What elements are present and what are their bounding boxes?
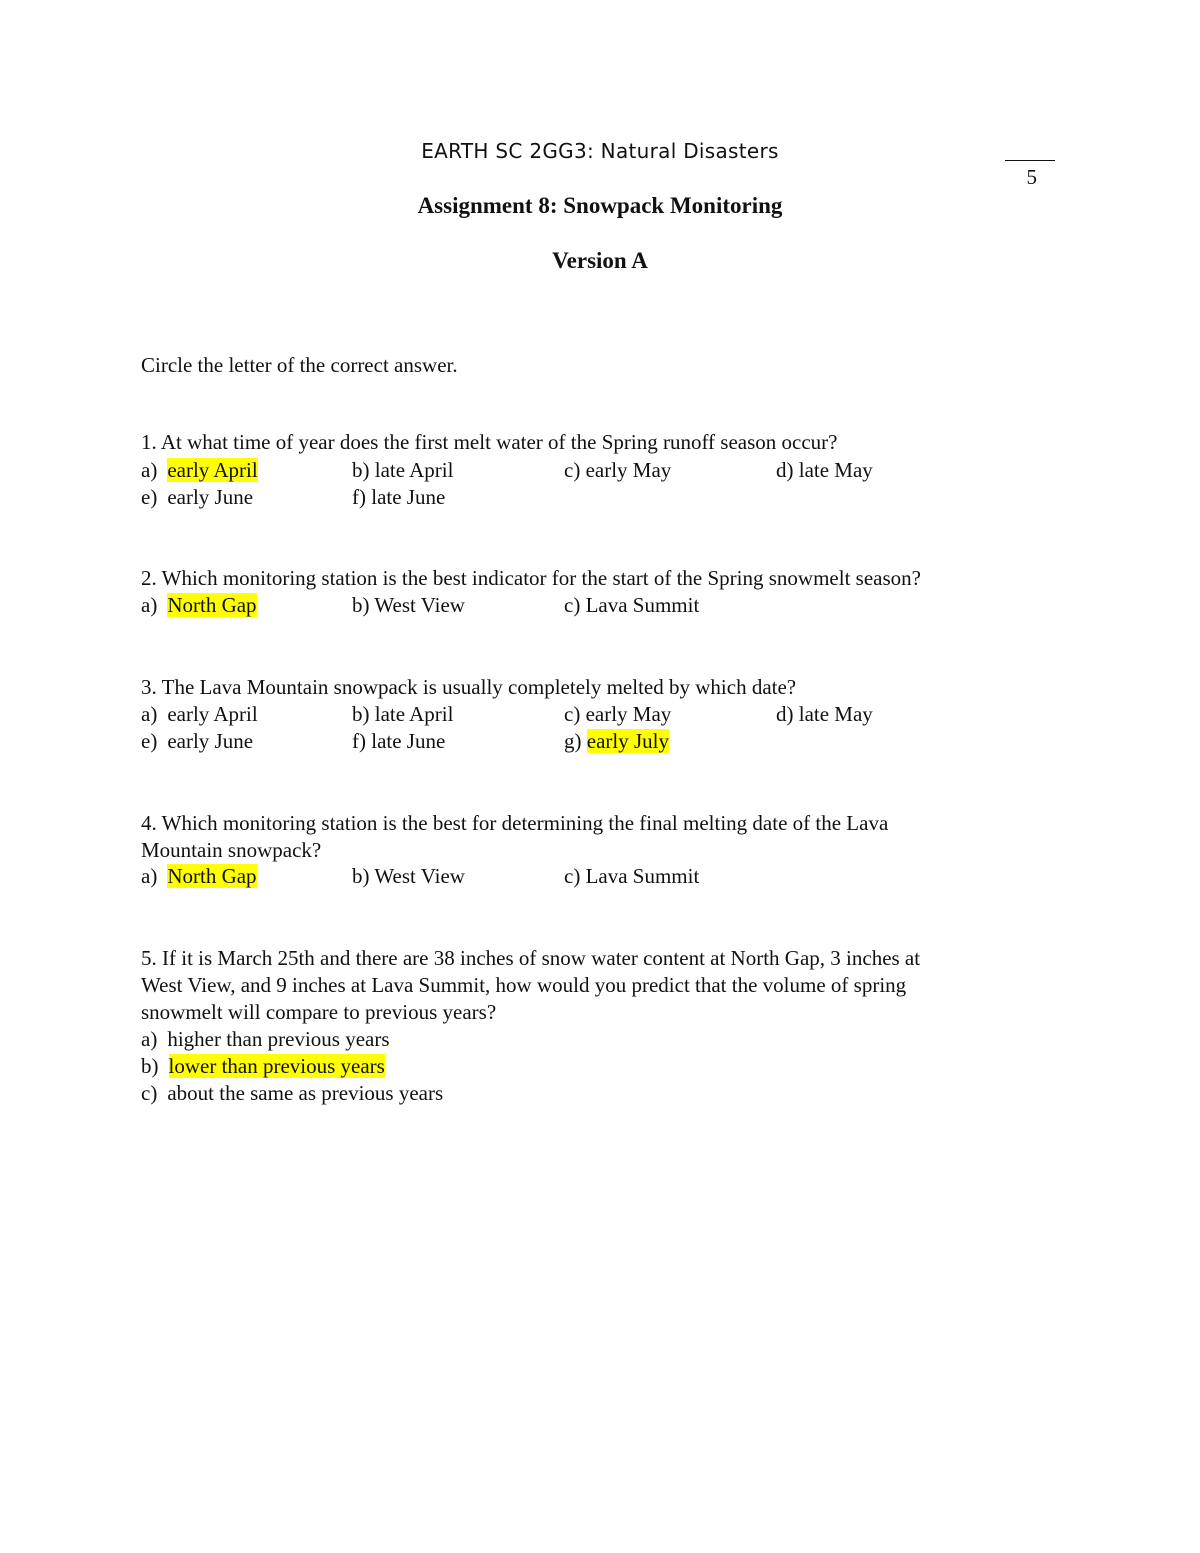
q3-option-b[interactable]: b) late April	[352, 702, 454, 726]
q1-option-a[interactable]	[141, 457, 258, 484]
q1-letter-a: a)	[141, 458, 158, 482]
q3-letter-e: e)	[141, 729, 158, 753]
q2-option-b[interactable]: b) West View	[352, 593, 465, 617]
q3-option-e[interactable]	[141, 728, 253, 755]
q1-option-f[interactable]: f) late June	[352, 485, 446, 509]
score-box: 5	[1005, 160, 1055, 190]
q3-option-g[interactable]	[564, 728, 669, 755]
q2-option-a[interactable]	[141, 592, 257, 619]
q1-answer-a: early April	[167, 458, 258, 482]
q3-option-f[interactable]: f) late June	[352, 729, 446, 753]
q4-answer-a: North Gap	[167, 864, 257, 888]
q5-letter-c: c)	[141, 1081, 158, 1105]
question-4-text-line2: Mountain snowpack?	[141, 838, 322, 862]
q5-letter-a: a)	[141, 1027, 158, 1051]
question-5-text-line1: 5. If it is March 25th and there are 38 inches of snow water content at North Gap, 3 inches at	[141, 946, 921, 970]
q5-option-c[interactable]	[141, 1080, 443, 1107]
q2-answer-a: North Gap	[167, 593, 257, 617]
q3-letter-g: g)	[564, 729, 582, 753]
q4-option-c[interactable]: c) Lava Summit	[564, 864, 700, 888]
q1-option-d[interactable]: d) late May	[776, 458, 873, 482]
q3-text-a: early April	[167, 702, 258, 726]
q3-option-a[interactable]	[141, 701, 258, 728]
q3-option-d[interactable]: d) late May	[776, 702, 873, 726]
q2-letter-a: a)	[141, 593, 158, 617]
q1-letter-e: e)	[141, 485, 158, 509]
question-2-text: 2. Which monitoring station is the best indicator for the start of the Spring snowmelt season?	[141, 566, 921, 590]
course-name: EARTH SC 2GG3: Natural Disasters	[421, 139, 779, 163]
q2-option-c[interactable]: c) Lava Summit	[564, 593, 700, 617]
q5-text-c: about the same as previous years	[167, 1081, 444, 1105]
q5-answer-b: lower than previous years	[168, 1054, 385, 1078]
question-5-text-line3: snowmelt will compare to previous years?	[141, 1000, 497, 1024]
version-label: Version A	[552, 248, 648, 273]
assignment-title: Assignment 8: Snowpack Monitoring	[417, 193, 783, 218]
question-3-text: 3. The Lava Mountain snowpack is usually completely melted by which date?	[141, 675, 797, 699]
question-4-text-line1: 4. Which monitoring station is the best for determining the final melting date of the Lava	[141, 811, 889, 835]
q4-option-a[interactable]	[141, 863, 257, 890]
q5-text-a: higher than previous years	[167, 1027, 390, 1051]
q5-letter-b: b)	[141, 1054, 159, 1078]
q1-text-e: early June	[167, 485, 254, 509]
question-1-text: 1. At what time of year does the first melt water of the Spring runoff season occur?	[141, 430, 838, 454]
q5-option-a[interactable]	[141, 1026, 390, 1053]
q3-answer-g: early July	[586, 729, 669, 753]
q3-option-c[interactable]: c) early May	[564, 702, 672, 726]
q3-letter-a: a)	[141, 702, 158, 726]
q5-option-b[interactable]	[141, 1053, 385, 1080]
q4-option-b[interactable]: b) West View	[352, 864, 465, 888]
q1-option-e[interactable]	[141, 484, 253, 511]
q1-option-b[interactable]: b) late April	[352, 458, 454, 482]
q3-text-e: early June	[167, 729, 254, 753]
q4-letter-a: a)	[141, 864, 158, 888]
instructions: Circle the letter of the correct answer.	[141, 353, 458, 377]
question-5-text-line2: West View, and 9 inches at Lava Summit, how would you predict that the volume of spring	[141, 973, 907, 997]
q1-option-c[interactable]: c) early May	[564, 458, 672, 482]
